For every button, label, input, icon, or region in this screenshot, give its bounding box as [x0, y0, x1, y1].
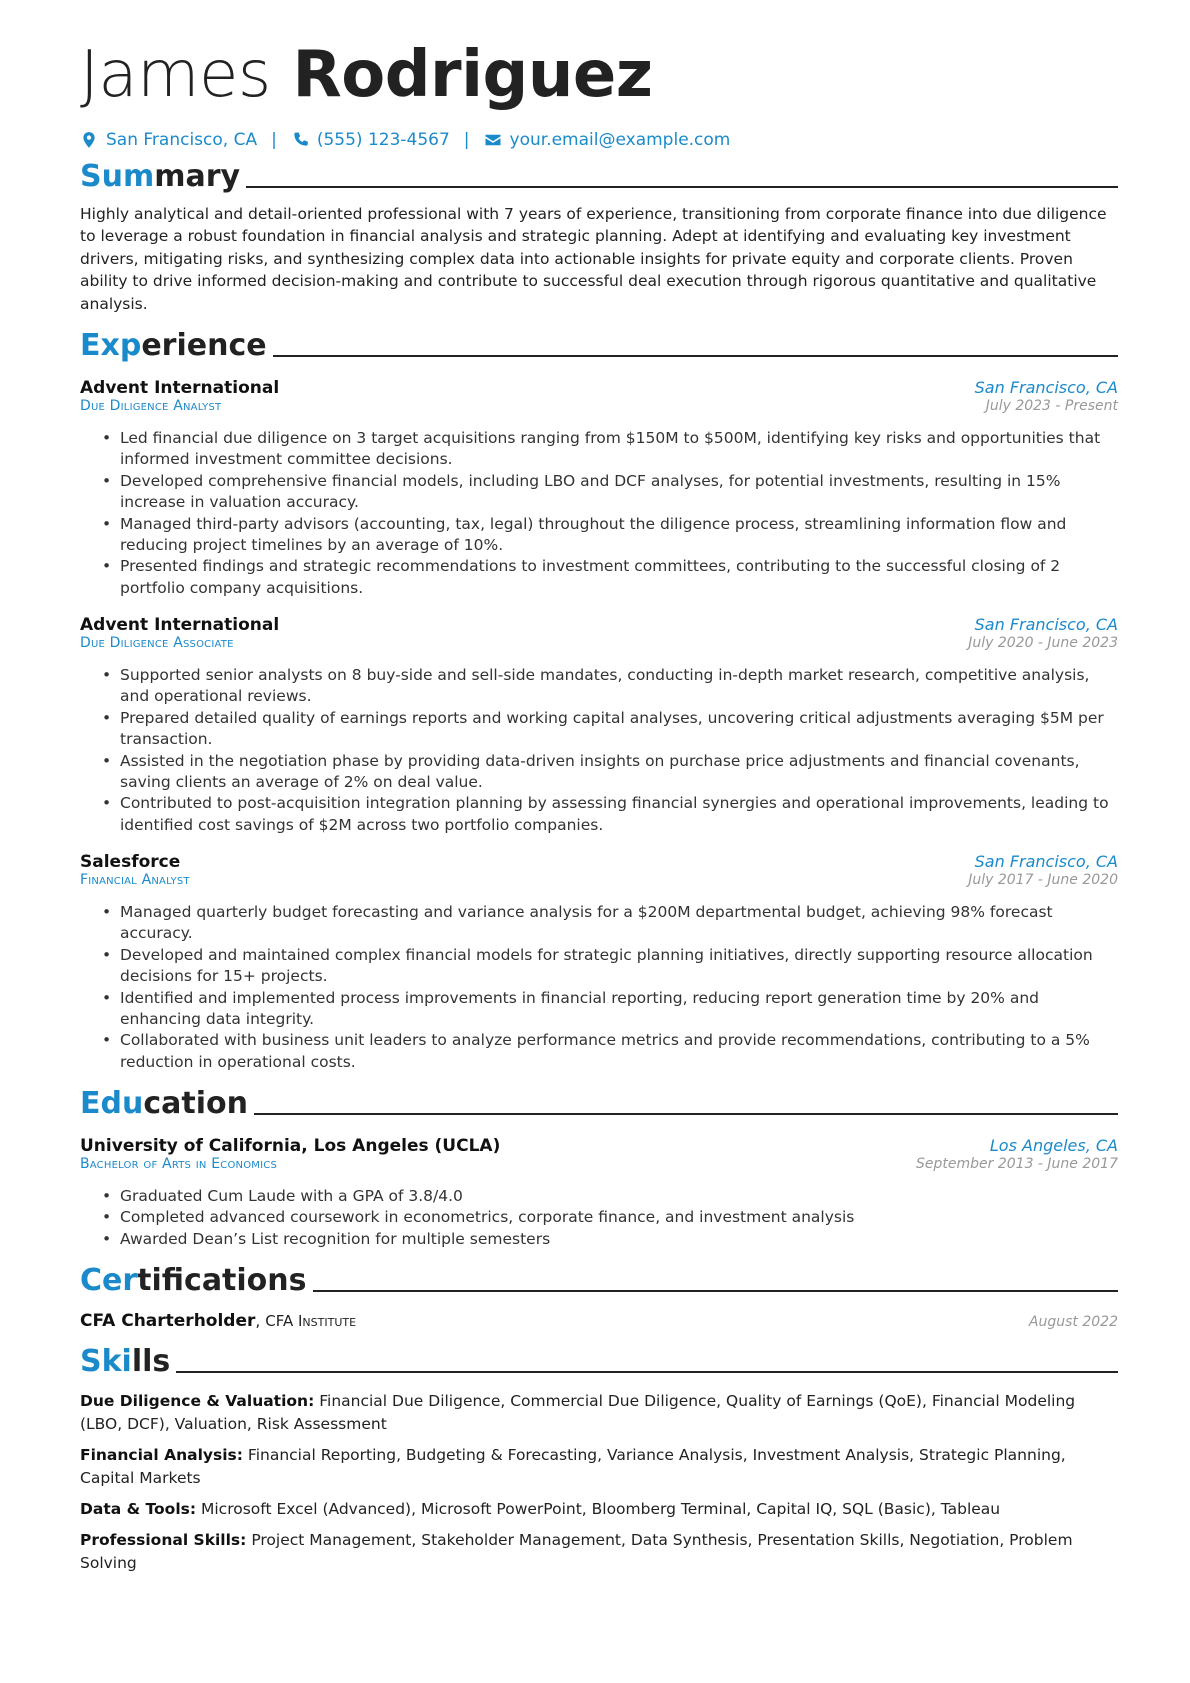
phone-icon	[291, 131, 309, 149]
skill-list: Financial Reporting, Budgeting & Forecasting, Variance Analysis, Investment Analysis, Strategic Planning, Capital Markets	[80, 1446, 1066, 1487]
certification-issuer: CFA Institute	[265, 1312, 357, 1331]
section-rule	[254, 1113, 1118, 1115]
section-rule	[176, 1371, 1118, 1373]
job-location: San Francisco, CA	[974, 615, 1118, 635]
education-entry	[80, 1136, 1118, 1250]
skill-list: Financial Due Diligence, Commercial Due Diligence, Quality of Earnings (QoE), Financial Modeling (LBO, DCF), Valuation, Risk Assessment	[80, 1392, 1076, 1433]
skill-list: Microsoft Excel (Advanced), Microsoft PowerPoint, Bloomberg Terminal, Capital IQ, SQL (Basic), Tableau	[201, 1500, 1001, 1519]
bullet-item: • Completed advanced coursework in econometrics, corporate finance, and investment analysis	[102, 1207, 1118, 1228]
bullet-item: • Prepared detailed quality of earnings reports and working capital analyses, uncovering critical adjustments averaging $5M per transaction.	[102, 708, 1118, 751]
skill-line	[80, 1529, 1118, 1574]
bullet-item: • Presented findings and strategic recommendations to investment committees, contributing to the successful closing of 2 portfolio company acquisitions.	[102, 556, 1118, 599]
experience-heading: Experience	[80, 329, 1118, 362]
skill-category: Financial Analysis:	[80, 1446, 243, 1465]
job-title: Due Diligence Analyst	[80, 398, 222, 415]
bullet-item: • Assisted in the negotiation phase by providing data-driven insights on purchase price adjustments and financial covenants, saving clients an average of 2% on deal value.	[102, 751, 1118, 794]
degree: Bachelor of Arts in Economics	[80, 1156, 277, 1173]
first-name: James	[80, 38, 271, 112]
skill-category: Professional Skills:	[80, 1531, 247, 1550]
section-rule	[246, 186, 1118, 188]
bullet-item: • Managed third-party advisors (accounting, tax, legal) throughout the diligence process, streamlining information flow and reducing project timelines by an average of 10%.	[102, 514, 1118, 557]
job-dates: July 2020 - June 2023	[968, 635, 1118, 652]
experience-entry	[80, 615, 1118, 836]
skills-heading: Skills	[80, 1345, 1118, 1378]
job-dates: July 2017 - June 2020	[968, 872, 1118, 889]
contact-line	[80, 130, 1118, 150]
map-marker-icon	[80, 131, 98, 149]
certification-name: CFA Charterholder	[80, 1311, 256, 1332]
school-name: University of California, Los Angeles (UCLA)	[80, 1136, 501, 1157]
bullet-item: • Contributed to post-acquisition integration planning by assessing financial synergies and operational improvements, leading to identified cost savings of $2M across two portfolio companies.	[102, 793, 1118, 836]
job-bullets	[102, 428, 1118, 599]
experience-entry	[80, 852, 1118, 1073]
skill-category: Data & Tools:	[80, 1500, 197, 1519]
education-dates: September 2013 - June 2017	[916, 1156, 1118, 1173]
experience-entry	[80, 378, 1118, 599]
last-name: Rodriguez	[292, 38, 653, 112]
company-name: Salesforce	[80, 852, 181, 873]
email-link[interactable]: your.email@example.com	[509, 129, 731, 150]
certifications-heading: Certifications	[80, 1264, 1118, 1297]
phone-text[interactable]: (555) 123-4567	[316, 129, 450, 150]
bullet-item: • Managed quarterly budget forecasting and variance analysis for a $200M departmental budget, achieving 98% forecast accuracy.	[102, 902, 1118, 945]
job-location: San Francisco, CA	[974, 378, 1118, 398]
summary-text: Highly analytical and detail-oriented professional with 7 years of experience, transitioning from corporate finance into due diligence to leverage a robust foundation in financial analysis and strategic planning. Adept at identifying and evaluating key investment drivers, mitigating risks, and synthesizing complex data into actionable insights for private equity and corporate clients. Proven ability to drive informed decision-making and contribute to successful deal execution through rigorous quantitative and qualitative analysis.	[80, 204, 1107, 313]
contact-separator: |	[271, 129, 277, 150]
skill-line	[80, 1498, 1118, 1520]
school-location: Los Angeles, CA	[989, 1136, 1118, 1156]
job-title: Financial Analyst	[80, 872, 190, 889]
skill-line	[80, 1390, 1118, 1435]
bullet-item: • Developed comprehensive financial models, including LBO and DCF analyses, for potential investments, resulting in 15% increase in valuation accuracy.	[102, 471, 1118, 514]
bullet-item: • Graduated Cum Laude with a GPA of 3.8/4.0	[102, 1186, 1118, 1207]
envelope-icon	[484, 131, 502, 149]
bullet-item: • Developed and maintained complex financial models for strategic planning initiatives, directly supporting resource allocation decisions for 15+ projects.	[102, 945, 1118, 988]
bullet-item: • Identified and implemented process improvements in financial reporting, reducing report generation time by 20% and enhancing data integrity.	[102, 988, 1118, 1031]
education-bullets	[102, 1186, 1118, 1250]
bullet-item: • Awarded Dean’s List recognition for multiple semesters	[102, 1229, 1118, 1250]
bullet-item: • Collaborated with business unit leaders to analyze performance metrics and provide recommendations, contributing to a 5% reduction in operational costs.	[102, 1030, 1118, 1073]
company-name: Advent International	[80, 615, 280, 636]
section-rule	[313, 1290, 1118, 1292]
education-heading: Education	[80, 1087, 1118, 1120]
location-text: San Francisco, CA	[106, 129, 258, 150]
job-bullets	[102, 902, 1118, 1073]
job-title: Due Diligence Associate	[80, 635, 234, 652]
contact-separator: |	[463, 129, 470, 150]
section-rule	[273, 355, 1118, 357]
bullet-item: • Supported senior analysts on 8 buy-side and sell-side mandates, conducting in-depth market research, competitive analysis, and operational reviews.	[102, 665, 1118, 708]
job-bullets	[102, 665, 1118, 836]
skill-line	[80, 1444, 1118, 1489]
bullet-item: • Led financial due diligence on 3 target acquisitions ranging from $150M to $500M, identifying key risks and opportunities that informed investment committee decisions.	[102, 428, 1118, 471]
certification-item: CFA Charterholder, CFA Institute August 2022	[80, 1311, 1118, 1332]
skill-category: Due Diligence & Valuation:	[80, 1392, 315, 1411]
summary-heading: Summary	[80, 160, 1118, 193]
certification-date: August 2022	[1028, 1314, 1118, 1331]
job-dates: July 2023 - Present	[985, 398, 1118, 415]
job-location: San Francisco, CA	[974, 852, 1118, 872]
skill-list: Project Management, Stakeholder Management, Data Synthesis, Presentation Skills, Negotiation, Problem Solving	[80, 1531, 1073, 1572]
candidate-name	[80, 40, 1118, 112]
company-name: Advent International	[80, 378, 280, 399]
